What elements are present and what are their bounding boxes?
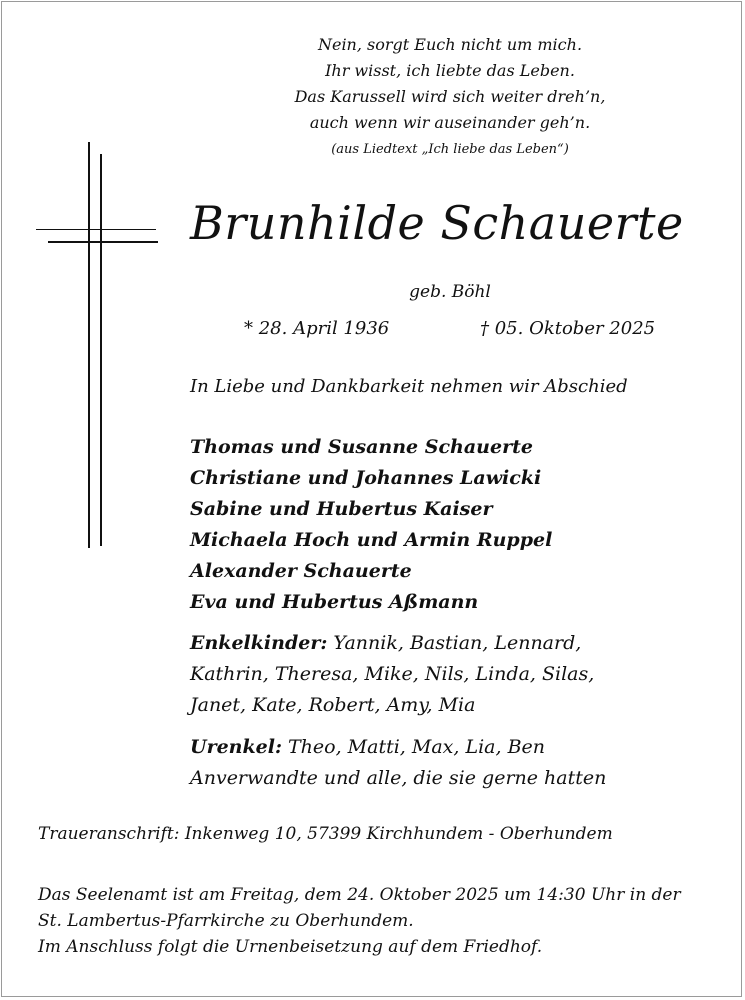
farewell-text: In Liebe und Dankbarkeit nehmen wir Abschied — [190, 376, 628, 397]
relatives-line: Anverwandte und alle, die sie gerne hatten — [190, 767, 607, 789]
mourner: Thomas und Susanne Schauerte — [190, 436, 533, 458]
great-grandchildren-label: Urenkel: — [190, 736, 282, 758]
poem-line: Das Karussell wird sich weiter dreh’n, — [294, 87, 606, 106]
poem-line: Nein, sorgt Euch nicht um mich. — [317, 35, 583, 54]
maiden-name: geb. Böhl — [409, 282, 491, 302]
mourner: Michaela Hoch und Armin Ruppel — [190, 529, 553, 551]
poem-source: (aus Liedtext „Ich liebe das Leben“) — [331, 142, 569, 157]
service-info — [38, 882, 681, 960]
great-grandchildren-names: Theo, Matti, Max, Lia, Ben — [281, 736, 546, 758]
great-grandchildren — [190, 732, 606, 794]
grandchildren-line: Janet, Kate, Robert, Amy, Mia — [190, 694, 476, 716]
grandchildren — [190, 628, 594, 721]
birth-date: * 28. April 1936 — [244, 318, 390, 339]
mourners-list — [190, 432, 552, 618]
service-line: Das Seelenamt ist am Freitag, dem 24. Oktober 2025 um 14:30 Uhr in der — [38, 885, 681, 905]
service-line: Im Anschluss folgt die Urnenbeisetzung auf dem Friedhof. — [38, 937, 543, 957]
poem-line: auch wenn wir auseinander geh’n. — [309, 113, 591, 132]
mourner: Eva und Hubertus Aßmann — [190, 591, 479, 613]
mourner: Alexander Schauerte — [190, 560, 412, 582]
grandchildren-names: Yannik, Bastian, Lennard, — [327, 632, 582, 654]
poem — [250, 32, 650, 136]
service-line: St. Lambertus-Pfarrkirche zu Oberhundem. — [38, 911, 414, 931]
mourner: Sabine und Hubertus Kaiser — [190, 498, 493, 520]
mourner: Christiane und Johannes Lawicki — [190, 467, 542, 489]
mourning-address: Traueranschrift: Inkenweg 10, 57399 Kirchhundem - Oberhundem — [38, 824, 613, 844]
great-grandchildren-line — [190, 732, 606, 763]
death-date: † 05. Oktober 2025 — [480, 318, 656, 339]
poem-line: Ihr wisst, ich liebte das Leben. — [325, 61, 575, 80]
grandchildren-line: Kathrin, Theresa, Mike, Nils, Linda, Silas, — [190, 663, 595, 685]
grandchildren-label: Enkelkinder: — [190, 632, 328, 654]
deceased-name: Brunhilde Schauerte — [190, 196, 684, 250]
grandchildren-line — [190, 628, 594, 659]
